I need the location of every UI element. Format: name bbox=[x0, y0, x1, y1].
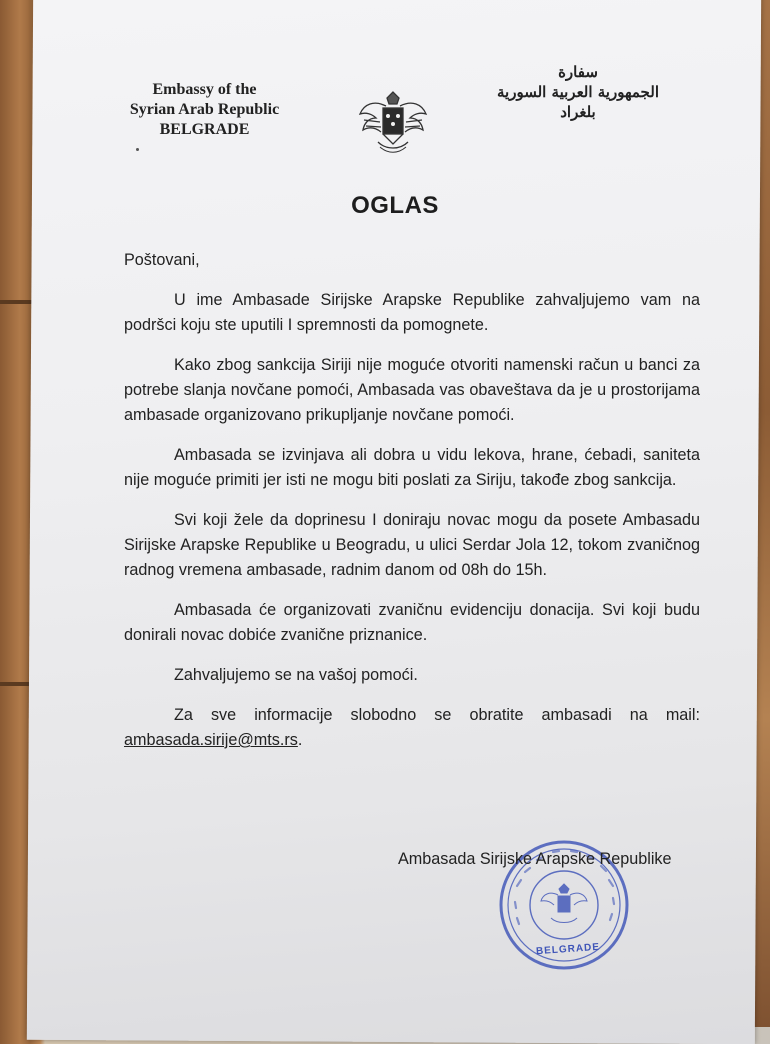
contact-text: Za sve informacije slobodno se obratite ambasadi na mail: bbox=[174, 706, 700, 724]
paragraph: Kako zbog sankcija Siriji nije moguće otvoriti namenski račun u banci za potrebe slanja novčane pomoći, Ambasada vas obaveštava da je u prostorijama ambasade organizovano prikupljanje novčane pomoći. bbox=[124, 356, 700, 424]
header-line: Embassy of the bbox=[152, 81, 257, 98]
embassy-header-english bbox=[112, 80, 297, 140]
email-suffix: . bbox=[297, 731, 303, 749]
paragraph: Zahvaljujemo se na vašoj pomoći. bbox=[174, 666, 418, 684]
greeting: Poštovani, bbox=[124, 251, 200, 269]
stamp-label: BELGRADE bbox=[535, 941, 601, 958]
embassy-header-arabic bbox=[478, 62, 678, 122]
header-line: Syrian Arab Republic bbox=[129, 101, 280, 118]
paragraph: Svi koji žele da doprinesu I doniraju novac mogu da posete Ambasadu Sirijske Arapske Republike u Beogradu, u ulici Serdar Jola 12, tokom zvaničnog radnog vremena ambasade, radnim danom od 08h do 15h. bbox=[124, 511, 700, 579]
eagle-coat-of-arms-icon bbox=[356, 84, 430, 156]
signature: Ambasada Sirijske Arapske Republike bbox=[398, 850, 672, 868]
contact-paragraph bbox=[124, 703, 700, 753]
paragraph: U ime Ambasade Sirijske Arapske Republike zahvaljujemo vam na podršci koju ste uputili I spremnosti da pomognete. bbox=[124, 291, 700, 334]
paragraph: Ambasada će organizovati zvaničnu evidenciju donacija. Svi koji budu donirali novac dobiće zvanične priznanice. bbox=[124, 601, 700, 644]
header-line: BELGRADE bbox=[159, 121, 250, 138]
ink-speck bbox=[136, 148, 139, 151]
document-title: OGLAS bbox=[351, 192, 439, 219]
email-link[interactable]: ambasada.sirije@mts.rs bbox=[124, 731, 298, 749]
header-line: الجمهورية العربية السورية bbox=[497, 83, 659, 101]
header-line: سفارة bbox=[558, 63, 598, 81]
paragraph: Ambasada se izvinjava ali dobra u vidu lekova, hrane, ćebadi, saniteta nije moguće primiti jer isti ne mogu biti poslati za Siriju, takođe zbog sankcija. bbox=[124, 446, 700, 489]
letter-body bbox=[124, 248, 700, 753]
header-line: بلغراد bbox=[560, 103, 596, 121]
